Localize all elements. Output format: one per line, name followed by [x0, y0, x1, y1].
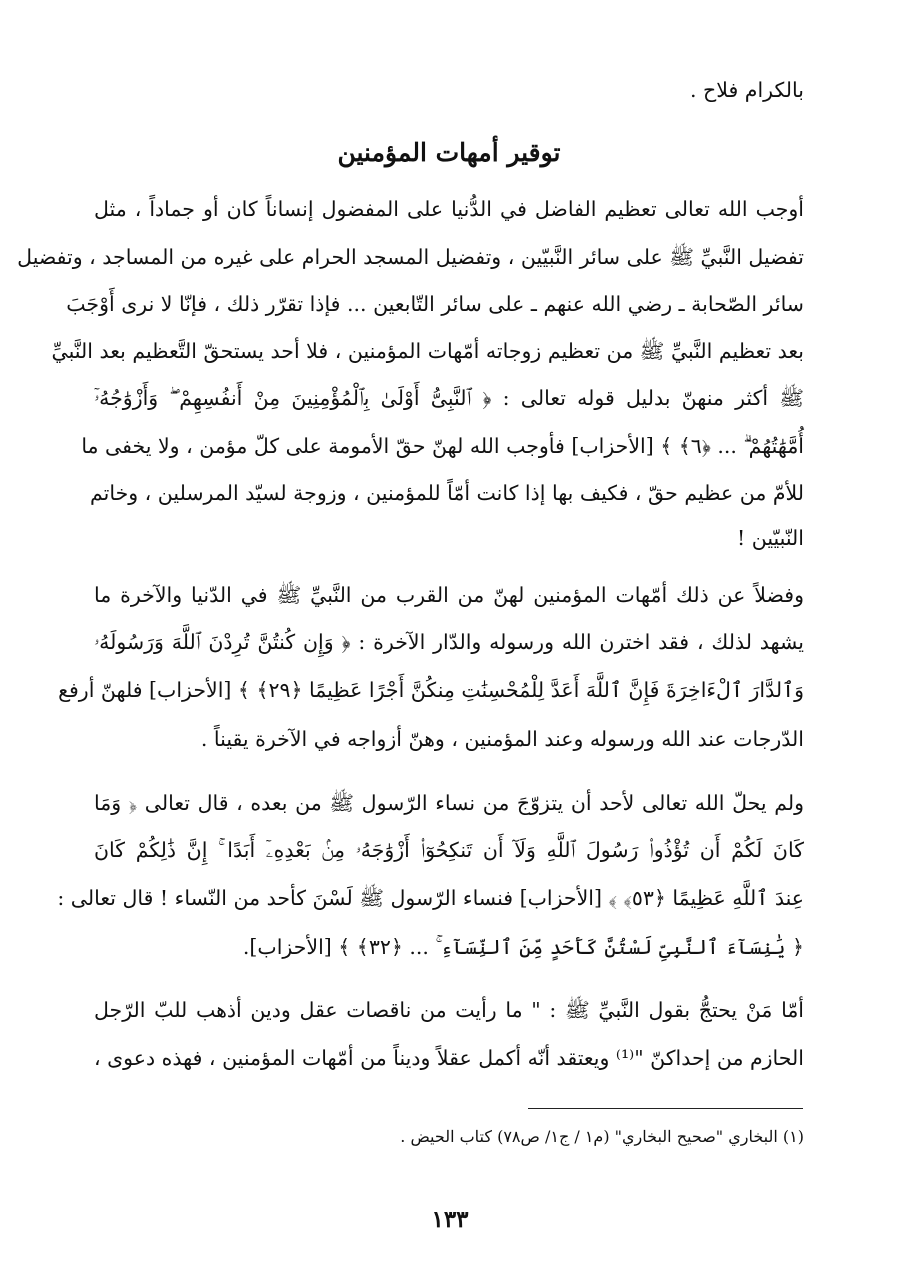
- paragraph-line: أوجب الله تعالى تعظيم الفاضل في الدُّنيا على المفضول إنساناً كان أو جماداً ، مثل: [94, 197, 804, 221]
- paragraph-line: أُمَّهَٰتُهُمْ ۗ ... ﴿٦﴾ ﴾ [الأحزاب] فأوجب الله لهنّ حقّ الأمومة على كلّ مؤمن ، ولا يخفى ما: [81, 434, 804, 458]
- paragraph-line: تفضيل النَّبيِّ ﷺ على سائر النَّبيّين ، وتفضيل المسجد الحرام على غيره من المساجد ، وتفضيل: [17, 245, 804, 269]
- section-heading: توقير أمهات المؤمنين: [337, 138, 561, 167]
- quran-verse-line: ﷺ أكثر منهنّ بدليل قوله تعالى : ﴿ ٱلنَّبِىُّ أَوْلَىٰ بِٱلْمُؤْمِنِينَ مِنْ أَنفُسِهِمْ ۖ وَأَزْوَٰجُهُۥٓ: [94, 386, 804, 410]
- paragraph-line: للأمّ من عظيم حقّ ، فكيف بها إذا كانت أمّاً للمؤمنين ، وزوجة لسيّد المرسلين ، وخاتم: [89, 481, 804, 505]
- paragraph-line: عِندَ ٱللَّهِ عَظِيمًا ﴿٥٣﴾ ﴾ [الأحزاب] فنساء الرّسول ﷺ لَسْنَ كأحد من النّساء ! قال تعالى :: [57, 886, 804, 910]
- paragraph-line: سائر الصّحابة ـ رضي الله عنهم ـ على سائر التّابعين ... فإذا تقرّر ذلك ، فإنّا لا نرى أَوْجَبَ: [66, 292, 804, 316]
- footnote: (١) البخاري "صحيح البخاري" (م١ / ج١/ ص٧٨) كتاب الحيض .: [400, 1127, 804, 1146]
- paragraph-line: النّبيّين !: [736, 526, 804, 550]
- paragraph-line: الحازم من إحداكنّ "⁽¹⁾ ويعتقد أنّه أكمل عقلاً وديناً من أمّهات المؤمنين ، فهذه دعوى ،: [94, 1046, 804, 1070]
- footnote-separator: [528, 1108, 803, 1109]
- intro-line: بالكرام فلاح .: [689, 78, 804, 102]
- paragraph-line: الدّرجات عند الله ورسوله وعند المؤمنين ، وهنّ أزواجه في الآخرة يقيناً .: [200, 727, 804, 751]
- paragraph-line: أمّا مَنْ يحتجُّ بقول النَّبيِّ ﷺ : " ما رأيت من ناقصات عقل ودين أذهب للبّ الرّجل: [94, 998, 804, 1022]
- quran-verse-line: وَٱلدَّارَ ٱلْءَاخِرَةَ فَإِنَّ ٱللَّهَ أَعَدَّ لِلْمُحْسِنَٰتِ مِنكُنَّ أَجْرًا عَظِيمًا ﴿٢٩﴾ ﴾ [الأحزاب] فلهنّ أرفع: [58, 678, 804, 702]
- paragraph-line: ولم يحلّ الله تعالى لأحد أن يتزوّجَ من نساء الرّسول ﷺ من بعده ، قال تعالى ﴿ وَمَا: [94, 791, 804, 815]
- quran-verse-line: يشهد لذلك ، فقد اخترن الله ورسوله والدّار الآخرة : ﴿ وَإِن كُنتُنَّ تُرِدْنَ ٱللَّهَ وَرَسُولَهُۥ: [94, 630, 804, 654]
- paragraph-line: بعد تعظيم النَّبيِّ ﷺ من تعظيم زوجاته أمّهات المؤمنين ، فلا أحد يستحقّ التَّعظيم بعد النَّبيِّ: [51, 339, 804, 363]
- quran-verse-line: كَانَ لَكُمْ أَن تُؤْذُوا۟ رَسُولَ ٱللَّهِ وَلَآ أَن تَنكِحُوٓا۟ أَزْوَٰجَهُۥ مِنۢ بَعْدِهِۦٓ أَبَدًا ۚ إِنَّ ذَٰلِكُمْ كَانَ: [94, 838, 804, 862]
- page-number: ١٣٣: [431, 1206, 469, 1233]
- paragraph-line: وفضلاً عن ذلك أمّهات المؤمنين لهنّ من القرب من النَّبيِّ ﷺ في الدّنيا والآخرة ما: [94, 583, 804, 607]
- quran-verse-line: ﴿ يَٰنِسَآءَ ٱلنَّبِىِّ لَسْتُنَّ كَأَحَدٍ مِّنَ ٱلنِّسَآءِ ۚ ... ﴿٣٢﴾ ﴾ [الأحزاب].: [242, 935, 804, 959]
